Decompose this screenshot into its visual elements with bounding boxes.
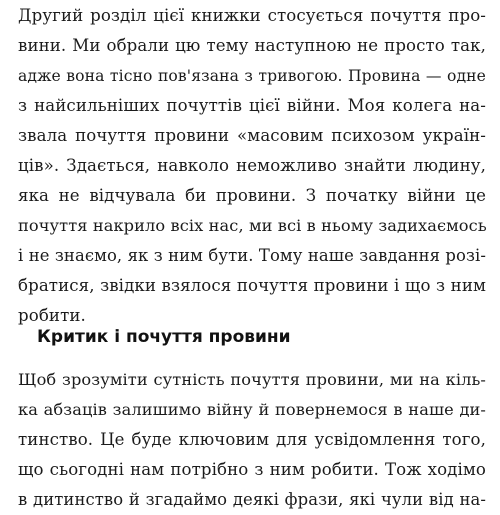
text-line: ка абзаців залишимо війну й повернемося в наше ди- [18,400,486,419]
text-line: що сьогодні нам потрібно з ним робити. Тож ходімо [18,460,486,479]
text-line: з найсильніших почуттів цієї війни. Моя колега на- [18,96,486,115]
text-line: ців». Здається, навколо неможливо знайти людину, [18,156,486,175]
text-line: в дитинство й згадаймо деякі фрази, які чули від на- [18,490,486,509]
text-line: братися, звідки взялося почуття провини і що з ним [18,276,486,295]
text-line: Щоб зрозуміти сутність почуття провини, ми на кіль- [18,370,486,389]
text-line: почуття накрило всіх нас, ми всі в ньому задихаємось [18,216,487,235]
text-line: звала почуття провини «масовим психозом україн- [18,126,486,145]
text-line: і не знаємо, як з ним бути. Тому наше завдання розі- [18,246,486,265]
text-line: робити. [18,306,86,325]
text-line: тинство. Це буде ключовим для усвідомлення того, [18,430,486,449]
text-line: вини. Ми обрали цю тему наступною не просто так, [18,36,486,55]
section-heading: Критик і почуття провини [37,327,291,347]
paragraph-critic-childhood [18,365,486,515]
text-line: яка не відчувала би провини. З початку війни це [18,186,486,205]
paragraph-guilt-intro [18,1,486,331]
text-line: Другий розділ цієї книжки стосується почуття про- [18,6,486,25]
text-line: адже вона тісно пов'язана з тривогою. Провина — одне [18,67,486,85]
